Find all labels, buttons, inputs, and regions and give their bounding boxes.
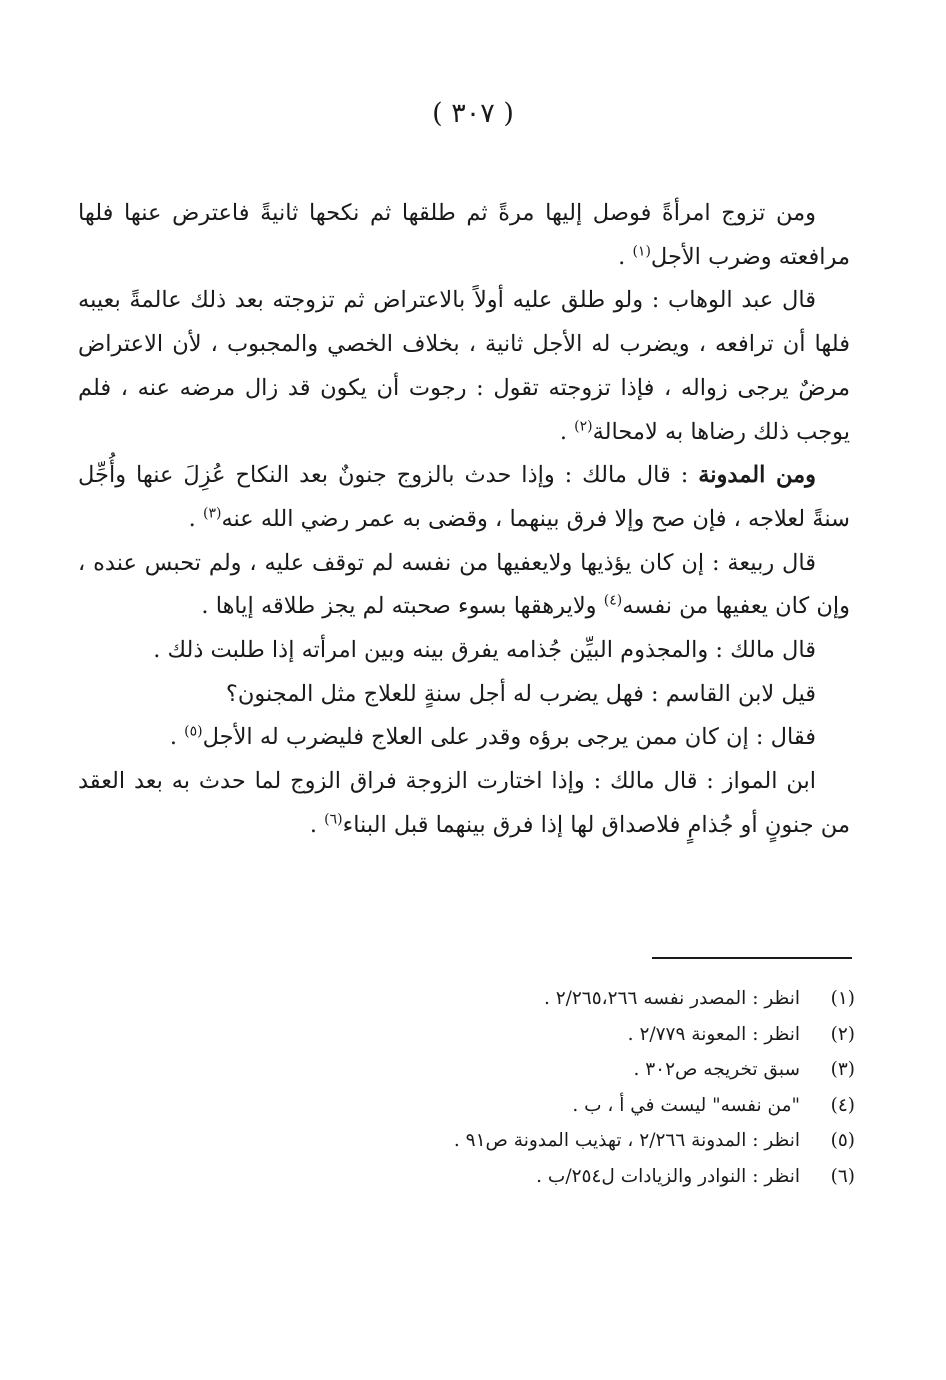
main-text: [78, 192, 850, 848]
footnote-ref[interactable]: (٥): [184, 723, 203, 740]
footnote-text: انظر : النوادر والزيادات ل٢٥٤/ب .: [536, 1165, 800, 1187]
footnote-number: (٣): [830, 1059, 855, 1080]
paragraph: [78, 629, 850, 673]
footnote: [150, 1052, 855, 1088]
footnote-number: (١): [830, 988, 855, 1009]
footnote-text: انظر : المعونة ٢/٧٧٩ .: [627, 1023, 800, 1045]
footnote-text: سبق تخريجه ص٣٠٢ .: [633, 1059, 800, 1080]
paragraph-tail: .: [309, 811, 325, 838]
footnote-ref[interactable]: (٢): [574, 418, 593, 435]
paragraph: [78, 279, 850, 454]
paragraph: [78, 760, 850, 847]
footnote-ref[interactable]: (١): [632, 243, 651, 260]
footnote: [150, 1159, 855, 1195]
footnote: [150, 1088, 855, 1124]
paragraph-lead: ومن المدونة: [698, 462, 816, 489]
paragraph-tail: .: [618, 243, 633, 270]
page-number: ( ٣٠٧ ): [432, 98, 514, 129]
footnote-ref[interactable]: (٣): [202, 505, 222, 522]
paragraph: [78, 542, 850, 629]
footnote-number: (٢): [830, 1023, 855, 1045]
footnote-text: انظر : المصدر نفسه ٢/٢٦٥،٢٦٦ .: [543, 988, 800, 1009]
footnote: [150, 1017, 855, 1053]
paragraph: [78, 454, 850, 541]
paragraph-tail: .: [169, 724, 185, 751]
paragraph: [78, 192, 850, 279]
paragraph-tail: .: [559, 418, 575, 445]
footnote-ref[interactable]: (٤): [603, 592, 623, 609]
paragraph-text: قال عبد الوهاب : ولو طلق عليه أولاً بالاعتراض ثم تزوجته بعد ذلك عالمةً بعيبه فلها أن ترافعه ، ويضرب له الأجل ثانية ، بخلاف الخصي والمجبوب ، لأن الاعتراض مرضٌ يرجى زواله ، فإذا تزوجته تقول : رجوت أن يكون قد زال مرضه عنه ، فلم يوجب ذلك رضاها به لامحالة: [78, 287, 850, 445]
footnote-number: (٥): [830, 1130, 855, 1151]
paragraph-tail: .: [188, 505, 203, 532]
footnote-ref[interactable]: (٦): [324, 811, 343, 828]
paragraph: [78, 673, 850, 717]
paragraph-text: قال ربيعة : إن كان يؤذيها ولايعفيها من نفسه لم توقف عليه ، ولم تحبس عنده ، وإن كان يعفيها من نفسه: [78, 549, 850, 620]
footnote-separator: [652, 957, 852, 959]
paragraph-text: قيل لابن القاسم : فهل يضرب له أجل سنةٍ للعلاج مثل المجنون؟: [225, 680, 816, 707]
footnote-text: انظر : المدونة ٢/٢٦٦ ، تهذيب المدونة ص٩١ .: [453, 1130, 800, 1151]
paragraph-text: قال مالك : والمجذوم البيِّن جُذامه يفرق بينه وبين امرأته إذا طلبت ذلك .: [153, 637, 816, 664]
footnotes: [150, 981, 855, 1194]
paragraph-tail: ولايرهقها بسوء صحبته لم يجز طلاقه إياها .: [201, 593, 604, 620]
paragraph-text: ابن المواز : قال مالك : وإذا اختارت الزوجة فراق الزوج لما حدث به بعد العقد من جنونٍ أو جُذامٍ فلاصداق لها إذا فرق بينهما قبل البناء: [78, 768, 850, 838]
footnote: [150, 1123, 855, 1159]
footnote-text: "من نفسه" ليست في أ ، ب .: [572, 1094, 800, 1116]
paragraph-text: ومن تزوج امرأةً فوصل إليها مرةً ثم طلقها ثم نكحها ثانيةً فاعترض عنها فلها مرافعته وضرب الأجل: [78, 200, 850, 270]
footnote-number: (٦): [830, 1165, 855, 1187]
paragraph-text: فقال : إن كان ممن يرجى برؤه وقدر على العلاج فليضرب له الأجل: [202, 724, 816, 751]
footnote-number: (٤): [830, 1094, 855, 1116]
paragraph: [78, 716, 850, 760]
paragraph-text: : قال مالك : وإذا حدث بالزوج جنونٌ بعد النكاح عُزِلَ عنها وأُجِّل سنةً لعلاجه ، فإن صح وإلا فرق بينهما ، وقضى به عمر رضي الله عنه: [78, 462, 850, 532]
footnote: [150, 981, 855, 1017]
